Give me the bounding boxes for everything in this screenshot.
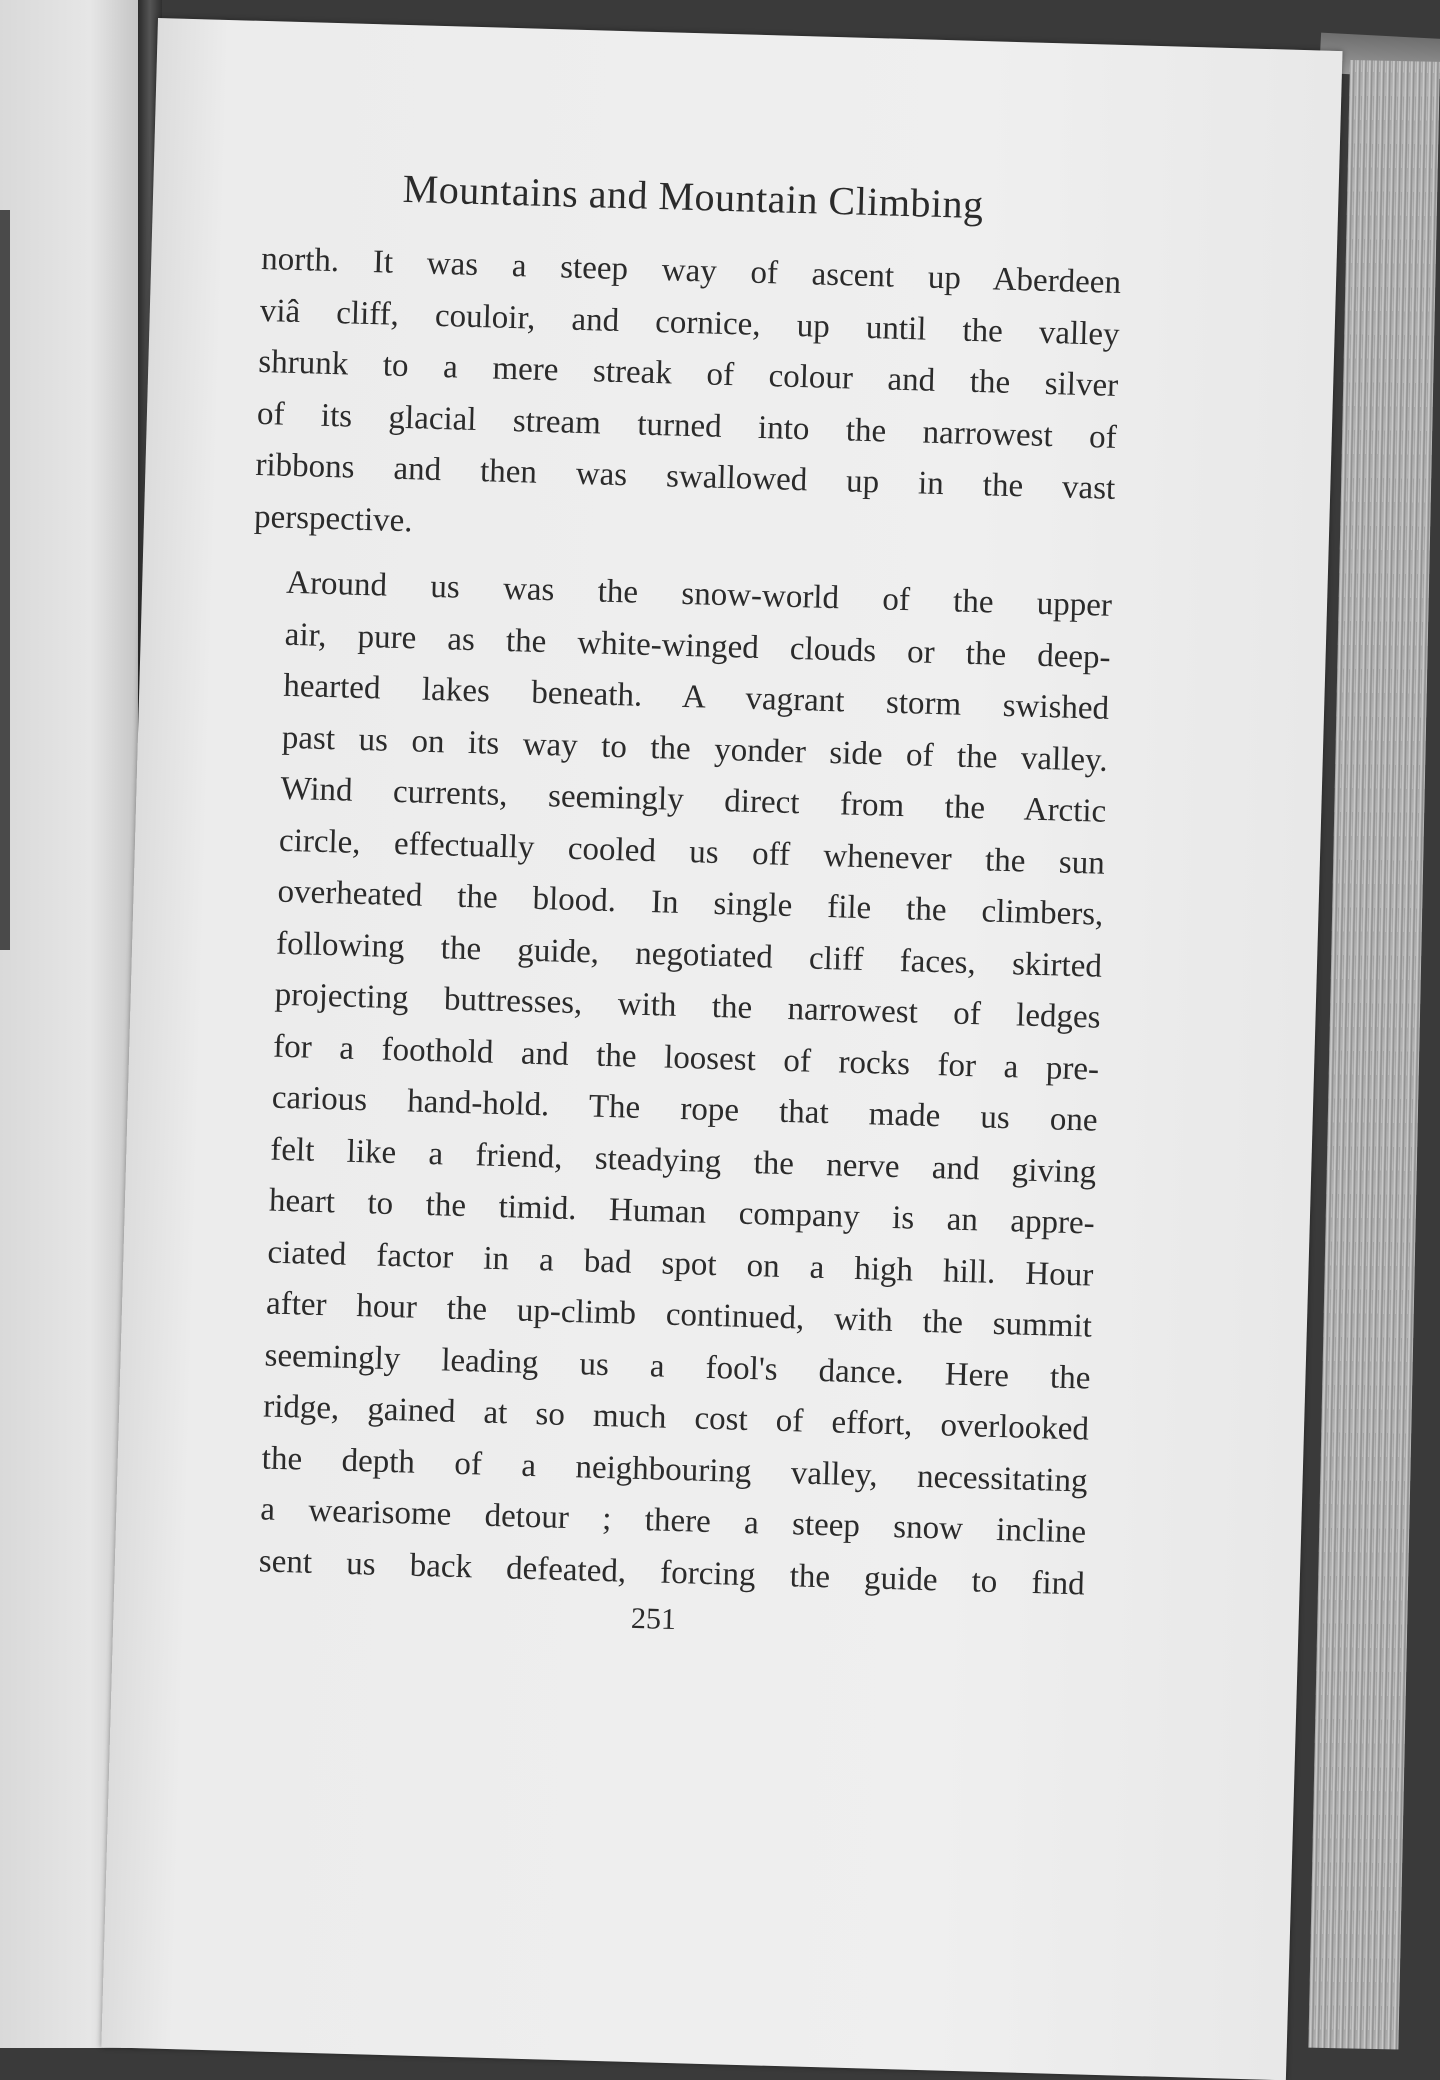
text-line: shrunk to a mere streak of colour and the silver bbox=[257, 343, 1119, 404]
text-line: Wind currents, seemingly direct from the Arctic bbox=[280, 770, 1107, 830]
text-line: ciated factor in a bad spot on a high hill. Hour bbox=[267, 1234, 1094, 1294]
text-line: air, pure as the white-winged clouds or the deep- bbox=[284, 616, 1112, 676]
text-line: heart to the timid. Human company is an appre- bbox=[268, 1182, 1096, 1242]
page-number: 251 bbox=[630, 1601, 677, 1637]
text-line: after hour the up-climb continued, with the summit bbox=[265, 1285, 1093, 1345]
paragraph-1 bbox=[253, 234, 1121, 567]
page-content bbox=[223, 161, 1124, 1648]
text-line: following the guide, negotiated cliff faces, skirted bbox=[275, 925, 1103, 985]
facing-page-plate bbox=[0, 210, 10, 950]
text-line: viâ cliff, couloir, and cornice, up until the valley bbox=[259, 292, 1121, 353]
text-line: perspective. bbox=[253, 498, 414, 539]
text-line: overheated the blood. In single file the climbers, bbox=[277, 873, 1104, 933]
text-line: for a foothold and the loosest of rocks for a pre- bbox=[272, 1028, 1100, 1088]
text-line: of its glacial stream turned into the narrowest of bbox=[256, 395, 1118, 456]
text-line: circle, effectually cooled us off whenever the sun bbox=[278, 822, 1106, 882]
paragraph-2 bbox=[224, 557, 1112, 1611]
text-line: ribbons and then was swallowed up in the vast bbox=[255, 446, 1116, 507]
text-line: seemingly leading us a fool's dance. Here the bbox=[264, 1337, 1091, 1397]
text-line: past us on its way to the yonder side of the valley. bbox=[281, 719, 1109, 779]
text-line: Around us was the snow-world of the upper bbox=[285, 564, 1113, 624]
text-line: hearted lakes beneath. A vagrant storm swished bbox=[282, 667, 1110, 727]
text-line: projecting buttresses, with the narrowest of ledges bbox=[274, 976, 1101, 1036]
text-line: sent us back defeated, forcing the guide to find bbox=[258, 1542, 1086, 1602]
text-line: felt like a friend, steadying the nerve and giving bbox=[269, 1131, 1097, 1191]
book-page bbox=[101, 18, 1342, 2080]
text-line: ridge, gained at so much cost of effort, overlooked bbox=[262, 1388, 1090, 1448]
text-line: a wearisome detour ; there a steep snow incline bbox=[259, 1491, 1087, 1551]
running-head: Mountains and Mountain Climbing bbox=[402, 165, 985, 228]
text-line: north. It was a steep way of ascent up Aberdeen bbox=[260, 240, 1122, 301]
text-line: the depth of a neighbouring valley, necessitating bbox=[261, 1439, 1089, 1500]
text-line: carious hand-hold. The rope that made us one bbox=[271, 1079, 1099, 1139]
